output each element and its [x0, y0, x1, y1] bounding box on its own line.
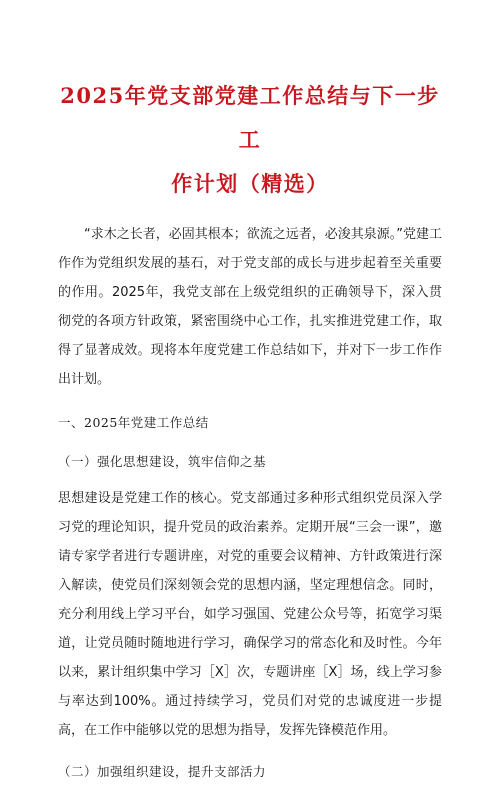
intro-paragraph: “求木之长者，必固其根本；欲流之远者，必浚其泉源。”党建工作作为党组织发展的基石，对于党支部的成长与进步起着至关重要的作用。2025年，我党支部在上级党组织的正确领导下，深入贯彻党的各项方针政策，紧密围绕中心工作，扎实推进党建工作，取得了显著成效。现将本年度党建工作总结如下，并对下一步工作作出计划。: [58, 227, 442, 387]
subsection-1-body: 思想建设是党建工作的核心。党支部通过多种形式组织党员深入学习党的理论知识，提升党员的政治素养。定期开展“三会一课”，邀请专家学者进行专题讲座，对党的重要会议精神、方针政策进行深入解读，使党员们深刻领会党的思想内涵，坚定理想信念。同时，充分利用线上学习平台，如学习强国、党建公众号等，拓宽学习渠道，让党员随时随地进行学习，确保学习的常态化和及时性。今年以来，累计组织集中学习［X］次，专题讲座［X］场，线上学习参与率达到100%。通过持续学习，党员们对党的忠诚度进一步提高，在工作中能够以党的思想为指导，发挥先锋模范作用。: [58, 491, 442, 738]
title-line-2: 作计划（精选）: [171, 171, 329, 196]
section-1-heading: 一、2025年党建工作总结: [58, 415, 209, 430]
subsection-2-heading: （二）加强组织建设，提升支部活力: [58, 764, 267, 779]
document-title: [58, 74, 442, 206]
subsection-1-heading: （一）强化思想建设，筑牢信仰之基: [58, 454, 267, 469]
title-line-1: 2025年党支部党建工作总结与下一步工: [60, 83, 440, 152]
